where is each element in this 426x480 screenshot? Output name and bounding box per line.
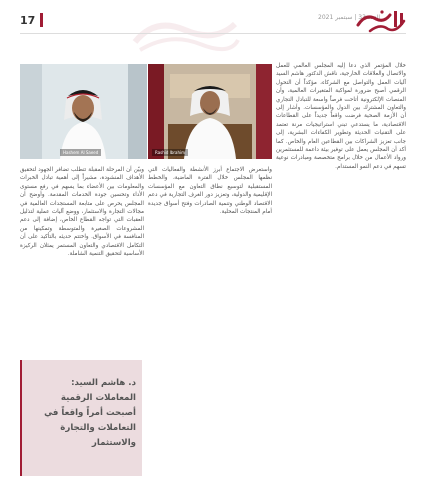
- article-column-middle: [148, 166, 272, 238]
- speaker-right-illustration-icon: [148, 64, 272, 159]
- issue-line: العدد 33 | سبتمبر 2021: [318, 14, 381, 21]
- speaker-left-illustration-icon: [20, 64, 147, 159]
- pull-quote-accent-bar: [20, 360, 22, 476]
- page-number-accent-bar: [40, 13, 43, 27]
- right-photo-caption: Rashid Ibrahim: [152, 149, 188, 156]
- header-divider: [20, 33, 406, 34]
- speaker-photo-right: [148, 64, 272, 159]
- page-number: 17: [20, 14, 36, 27]
- watermark-logo-icon: [130, 12, 240, 56]
- speaker-photo-left: [20, 64, 147, 159]
- pull-quote: د. هاشم السيد: المعاملات الرقمية أصبحت أمراً واقعاً في التعاملات والتجارة والاستثمار: [44, 378, 136, 448]
- article-column-right: [276, 62, 406, 244]
- article-paragraph: خلال المؤتمر الذي دعا إليه المجلس العالمي للعمل والاتصال والعلاقات الخارجية، ناقش الدكتور هاشم السيد آليات العمل والتواصل مع الشركاء، مؤكداً أن التحول الرقمي أصبح ضرورة لمواكبة المتغيرات العالمية، وأن المنصات الإلكترونية أتاحت فرصاً واسعة للتبادل التجاري والتعاون المشترك بين الدول والمؤسسات. وأشار إلى أن الأزمة الصحية فرضت واقعاً جديداً على القطاعات الاقتصادية، ما يستدعي تبني استراتيجيات مرنة تعتمد على التقنيات الحديثة وتطوير الكفاءات البشرية، إلى جانب تعزيز الشراكات بين القطاعين العام والخاص. كما أكد أن المجلس يعمل على توفير بيئة داعمة للمستثمرين ورواد الأعمال من خلال برامج متخصصة ومبادرات نوعية تسهم في دعم النمو المستدام.: [276, 63, 406, 170]
- article-paragraph: وبيّن أن المرحلة المقبلة تتطلب تضافر الجهود لتحقيق الأهداف المنشودة، مشيراً إلى أهمية تبادل الخبرات والمعلومات بين الأعضاء بما يسهم في رفع مستوى الأداء وتحسين جودة الخدمات المقدمة. وأوضح أن المجلس يحرص على متابعة المستجدات العالمية في مجالات التجارة والاستثمار، ووضع آليات عملية لتذليل العقبات التي تواجه القطاع الخاص، إضافة إلى دعم المشروعات الصغيرة والمتوسطة وتمكينها من المنافسة في الأسواق. واختتم حديثه بالتأكيد على أن التكامل الاقتصادي والتعاون المستمر يمثلان الركيزة الأساسية لتحقيق التنمية الشاملة.: [20, 167, 144, 258]
- article-column-left: [20, 166, 144, 346]
- article-paragraph: واستعرض الاجتماع أبرز الأنشطة والفعاليات التي نظمها المجلس خلال الفترة الماضية، والخطط المستقبلية لتوسيع نطاق التعاون مع المؤسسات الإقليمية والدولية، وتعزيز دور الغرف التجارية في دعم الاقتصاد الوطني وتنمية الصادرات وفتح أسواق جديدة أمام المنتجات المحلية.: [148, 167, 272, 216]
- left-photo-caption: Hashem Al Saeed: [60, 149, 101, 156]
